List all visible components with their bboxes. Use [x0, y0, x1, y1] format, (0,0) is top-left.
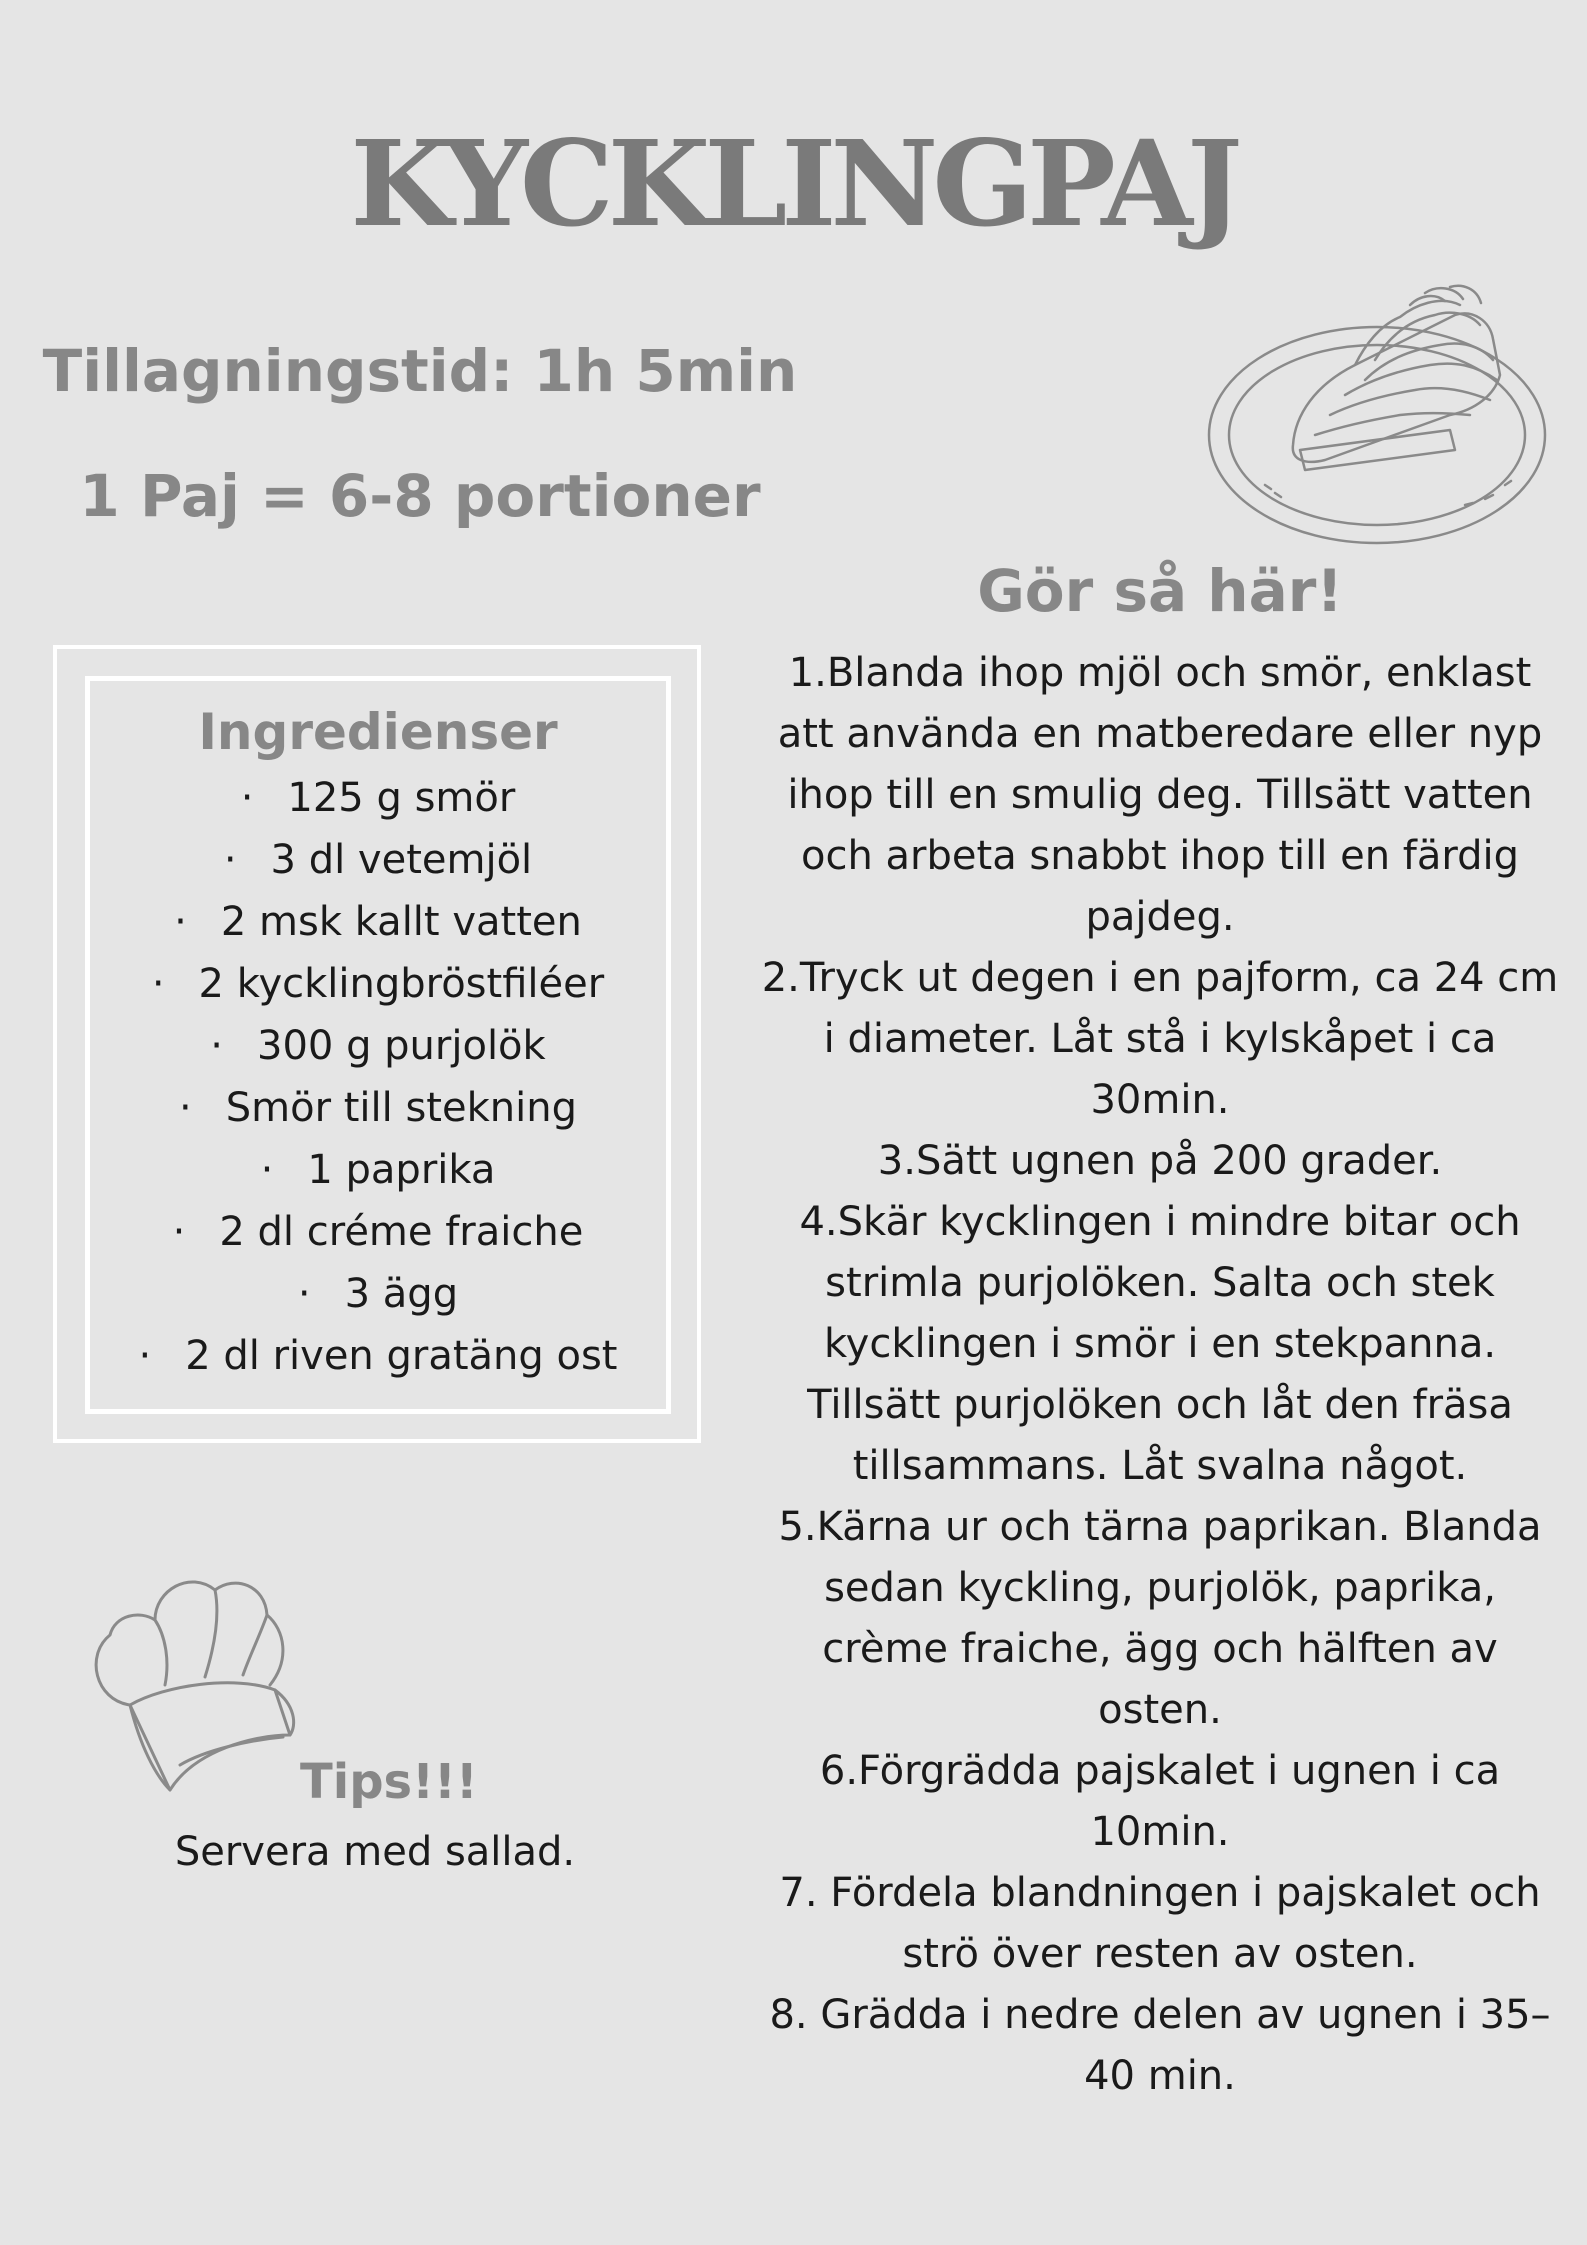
ingredient-text: 1 paprika — [307, 1147, 496, 1193]
step-8: 8. Grädda i nedre delen av ugnen i 35–40 min. — [769, 1992, 1551, 2099]
pie-slice-on-plate-icon — [1205, 265, 1550, 550]
ingredient-item — [85, 891, 671, 953]
ingredient-text: Smör till stekning — [225, 1085, 577, 1131]
ingredient-item — [85, 1201, 671, 1263]
step-4: 4.Skär kycklingen i mindre bitar och strimla purjolöken. Salta och stek kycklingen i smör i en stekpanna. Tillsätt purjolöken och låt den fräsa tillsammans. Låt svalna något. — [799, 1199, 1521, 1489]
bullet: · — [210, 1023, 223, 1069]
bullet: · — [151, 961, 165, 1007]
ingredient-item — [85, 1139, 671, 1201]
bullet: · — [297, 1271, 311, 1317]
ingredient-text: 300 g purjolök — [257, 1023, 546, 1069]
tips-heading: Tips!!! — [300, 1754, 478, 1810]
steps-list — [760, 643, 1560, 2107]
recipe-title: KYCKLINGPAJ — [350, 114, 1237, 253]
ingredient-text: 2 dl riven gratäng ost — [185, 1333, 618, 1379]
ingredient-item — [85, 1325, 671, 1387]
ingredient-item — [85, 1015, 671, 1077]
step-6: 6.Förgrädda pajskalet i ugnen i ca 10min. — [819, 1748, 1501, 1855]
ingredient-item — [85, 1263, 671, 1325]
ingredient-text: 3 ägg — [344, 1271, 459, 1317]
bullet: · — [223, 837, 237, 883]
ingredients-heading: Ingredienser — [198, 703, 558, 761]
cooking-time: Tillagningstid: 1h 5min — [42, 337, 798, 405]
step-2: 2.Tryck ut degen i en pajform, ca 24 cm i diameter. Låt stå i kylskåpet i ca 30min. — [761, 955, 1559, 1123]
bullet: · — [260, 1147, 274, 1193]
ingredients-list — [85, 767, 671, 1387]
bullet: · — [174, 899, 187, 945]
tips-text: Servera med sallad. — [174, 1829, 576, 1875]
ingredient-text: 125 g smör — [287, 775, 516, 821]
bullet: · — [138, 1333, 152, 1379]
ingredient-item — [85, 1077, 671, 1139]
ingredient-text: 2 dl créme fraiche — [219, 1209, 584, 1255]
bullet: · — [240, 775, 254, 821]
ingredient-item — [85, 953, 671, 1015]
step-1: 1.Blanda ihop mjöl och smör, enklast att använda en matberedare eller nyp ihop till en smulig deg. Tillsätt vatten och arbeta snabbt ihop till en färdig pajdeg. — [777, 650, 1543, 940]
bullet: · — [172, 1209, 186, 1255]
step-7: 7. Fördela blandningen i pajskalet och strö över resten av osten. — [779, 1870, 1541, 1977]
ingredient-text: 3 dl vetemjöl — [270, 837, 533, 883]
step-3: 3.Sätt ugnen på 200 grader. — [877, 1138, 1443, 1184]
portions: 1 Paj = 6-8 portioner — [79, 462, 761, 530]
ingredient-item — [85, 767, 671, 829]
bullet: · — [179, 1085, 192, 1131]
ingredient-text: 2 msk kallt vatten — [220, 899, 582, 945]
steps-heading: Gör så här! — [977, 557, 1343, 625]
ingredient-text: 2 kycklingbröstfiléer — [198, 961, 605, 1007]
step-5: 5.Kärna ur och tärna paprikan. Blanda sedan kyckling, purjolök, paprika, crème fraiche, ägg och hälften av osten. — [778, 1504, 1542, 1733]
chef-hat-icon — [85, 1565, 300, 1805]
ingredient-item — [85, 829, 671, 891]
